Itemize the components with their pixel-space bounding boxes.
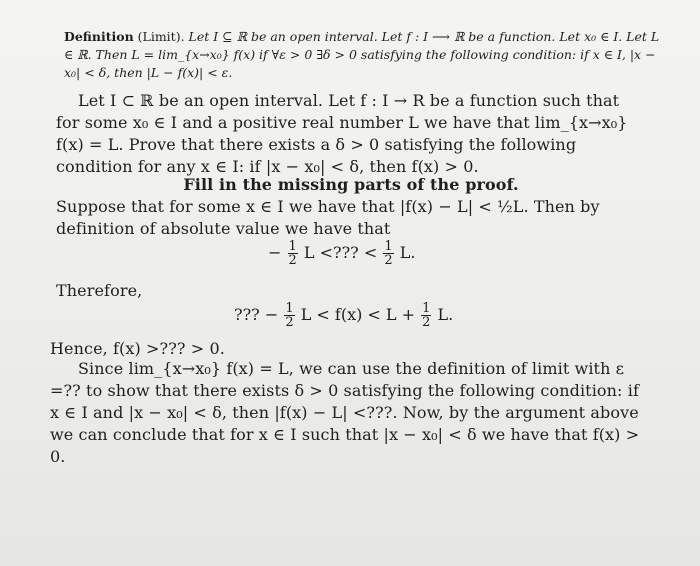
proof-paragraph-1: Suppose that for some x ∈ I we have that |f(x) − L| < ½L. Then by definition of absolute value we have that — [56, 197, 600, 238]
eq1-right: L. — [399, 243, 416, 262]
definition-text: Let I ⊆ ℝ be an open interval. Let f : I ⟶ ℝ be a function. Let x₀ ∈ I. Let L ∈ ℝ. Then L = lim_{x→x₀} f(x) if ∀ε > 0 ∃δ > 0 satisfying the following condition: if x ∈ I, |x − x₀| < δ, then |L − f(x)| < ε. — [64, 29, 660, 80]
proof-paragraph-2: Since lim_{x→x₀} f(x) = L, we can use the definition of limit with ε =?? to show that there exists δ > 0 satisfying the following condition: if x ∈ I and |x − x₀| < δ, then |f(x) − L| <???. Now, by the argument above we can conclude that for x ∈ I such that |x − x₀| < δ we have that f(x) > 0. — [50, 359, 640, 466]
eq2-part-c: L. — [437, 305, 454, 324]
fraction-half: $\frac{1}{2}$ — [384, 239, 393, 268]
eq1-middle: L <??? < — [303, 243, 378, 262]
equation-2 — [234, 302, 453, 329]
fraction-half: $\frac{1}{2}$ — [422, 301, 431, 330]
instruction: Fill in the missing parts of the proof. — [183, 175, 519, 194]
eq2-part-a: ??? − — [234, 305, 279, 324]
equation-1 — [268, 240, 415, 267]
fraction-half: $\frac{1}{2}$ — [288, 239, 297, 268]
hence-line: Hence, f(x) >??? > 0. — [50, 339, 225, 358]
therefore-label: Therefore, — [56, 281, 143, 300]
definition-paren: (Limit). — [137, 29, 185, 44]
fraction-half: $\frac{1}{2}$ — [285, 301, 294, 330]
eq2-part-b: L < f(x) < L + — [300, 305, 416, 324]
definition — [64, 28, 664, 82]
problem-statement: Let I ⊂ ℝ be an open interval. Let f : I → R be a function such that for some x₀ ∈ I and a positive real number L we have that lim_{x→x₀} f(x) = L. Prove that there exists a δ > 0 satisfying the following condition for any x ∈ I: if |x − x₀| < δ, then f(x) > 0. — [56, 91, 628, 176]
definition-heading: Definition — [64, 29, 134, 44]
eq1-minus: − — [268, 243, 282, 262]
